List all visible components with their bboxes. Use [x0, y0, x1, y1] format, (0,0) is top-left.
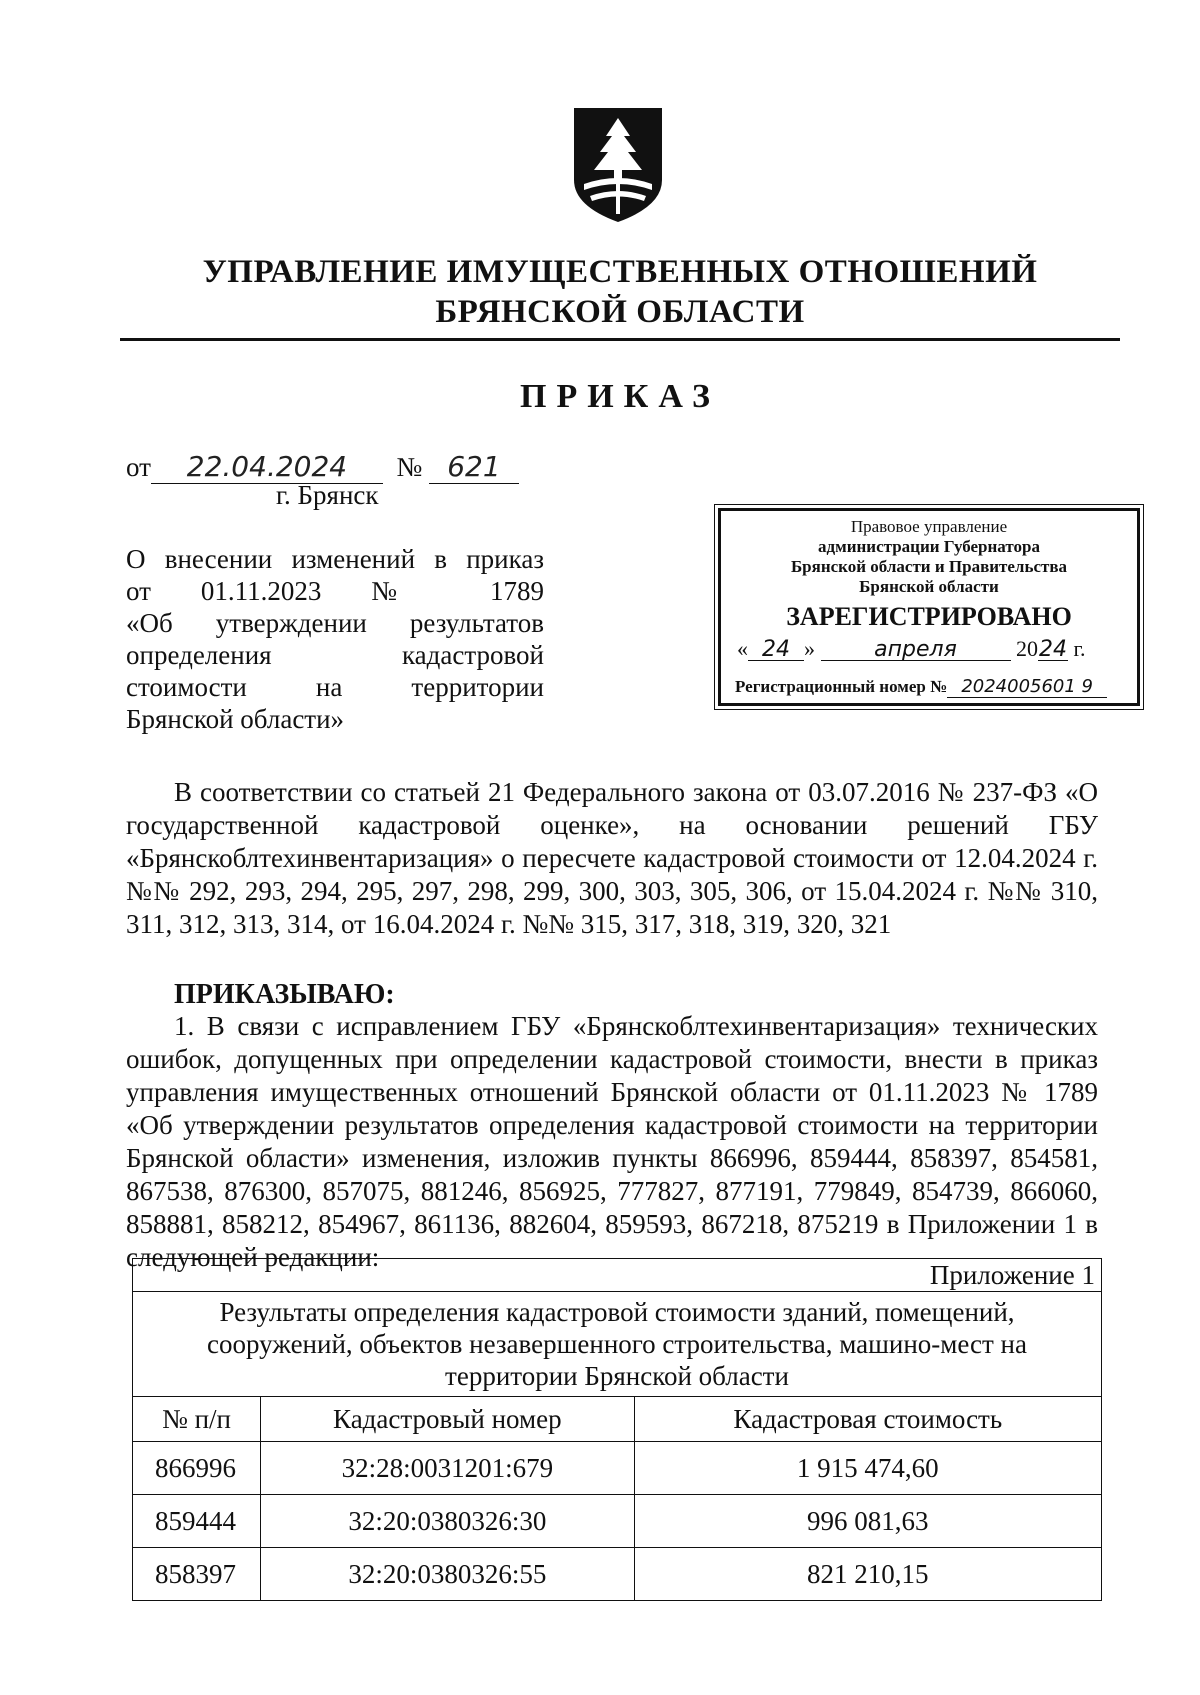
document-title: ПРИКАЗ [520, 378, 720, 415]
table-cell: 1 915 474,60 [634, 1442, 1101, 1495]
stamp-registered: ЗАРЕГИСТРИРОВАНО [786, 602, 1072, 631]
appendix-label: Приложение 1 [133, 1259, 1102, 1292]
table-cell: 32:28:0031201:679 [261, 1442, 635, 1495]
handwritten-date: 22.04.2024 [151, 450, 383, 484]
subject-line: от 01.11.2023 № 1789 [126, 576, 544, 606]
table-header-row [133, 1397, 1102, 1442]
order-word: ПРИКАЗЫВАЮ: [174, 979, 395, 1010]
stamp-date: « 24 » апреля 2024 г. [737, 636, 1086, 662]
cadastral-value-table [132, 1258, 1102, 1601]
stamp-year-prefix: 20 [1016, 636, 1038, 661]
table-row [133, 1495, 1102, 1548]
subject-line: стоимости на территории [126, 672, 544, 702]
subject-line: Брянской области» [126, 704, 345, 734]
table-header-cell: Кадастровая стоимость [634, 1397, 1101, 1442]
city: г. Брянск [276, 480, 379, 510]
stamp-line: Брянской области [859, 577, 999, 596]
table-row [133, 1548, 1102, 1601]
table-cell: 866996 [133, 1442, 261, 1495]
stamp-line: администрации Губернатора [818, 537, 1040, 556]
stamp-year-unit: г. [1073, 636, 1086, 661]
subject-line: определения кадастровой [126, 640, 544, 670]
body-paragraph-2: 1. В связи с исправлением ГБУ «Брянскоблтехинвентаризация» технических ошибок, допущенных при определении кадастровой стоимости, внести в приказ управления имущественных отношений Брянской области от 01.11.2023 № 1789 «Об утверждении результатов определения кадастровой стоимости на территории Брянской области» изменения, изложив пункты 866996, 859444, 858397, 854581, 867538, 876300, 857075, 881246, 856925, 777827, 877191, 779849, 854739, 866060, 858881, 858212, 854967, 861136, 882604, 859593, 867218, 875219 в Приложении 1 в следующей редакции: [126, 1011, 1098, 1272]
date-number-line [126, 450, 519, 484]
stamp-year-suffix: 24 [1039, 637, 1067, 662]
stamp-month: апреля [821, 640, 1011, 661]
table-cell: 32:20:0380326:55 [261, 1548, 635, 1601]
table-cell: 996 081,63 [634, 1495, 1101, 1548]
organization-name-line1: УПРАВЛЕНИЕ ИМУЩЕСТВЕННЫХ ОТНОШЕНИЙ [202, 254, 1038, 290]
coat-of-arms-emblem [570, 102, 666, 226]
subject-block [126, 543, 544, 735]
table-row [133, 1442, 1102, 1495]
registration-stamp [718, 508, 1140, 706]
subject-line: «Об утверждении результатов [126, 608, 544, 638]
table-cell: 32:20:0380326:30 [261, 1495, 635, 1548]
handwritten-number: 621 [429, 450, 519, 484]
subject-line: О внесении изменений в приказ [126, 544, 544, 574]
stamp-line: Брянской области и Правительства [790, 557, 1068, 576]
table-header-cell: Кадастровый номер [261, 1397, 635, 1442]
from-label: от [126, 452, 151, 482]
table-header-cell: № п/п [133, 1397, 261, 1442]
stamp-line: Правовое управление [850, 517, 1008, 536]
table-cell: 821 210,15 [634, 1548, 1101, 1601]
number-label: № [396, 452, 423, 482]
body-paragraph-1: В соответствии со статьей 21 Федерального закона от 03.07.2016 № 237-ФЗ «О государственной кадастровой оценке», на основании решений ГБУ «Брянскоблтехинвентаризация» о пересчете кадастровой стоимости от 12.04.2024 г. №№ 292, 293, 294, 295, 297, 298, 299, 300, 303, 305, 306, от 15.04.2024 г. №№ 310, 311, 312, 313, 314, от 16.04.2024 г. №№ 315, 317, 318, 319, 320, 321 [126, 777, 1098, 939]
table-cell: 858397 [133, 1548, 261, 1601]
header-divider [120, 338, 1120, 341]
stamp-reg-number: 2024005601 9 [947, 677, 1107, 698]
stamp-reg-number-line [735, 677, 1131, 698]
stamp-reg-label: Регистрационный номер № [735, 677, 948, 696]
stamp-day: 24 [748, 640, 804, 661]
table-caption: Результаты определения кадастровой стоимости зданий, помещений, сооружений, объектов незавершенного строительства, машино-мест на территории Брянской области [133, 1292, 1102, 1397]
table-cell: 859444 [133, 1495, 261, 1548]
organization-name-line2: БРЯНСКОЙ ОБЛАСТИ [435, 294, 805, 330]
